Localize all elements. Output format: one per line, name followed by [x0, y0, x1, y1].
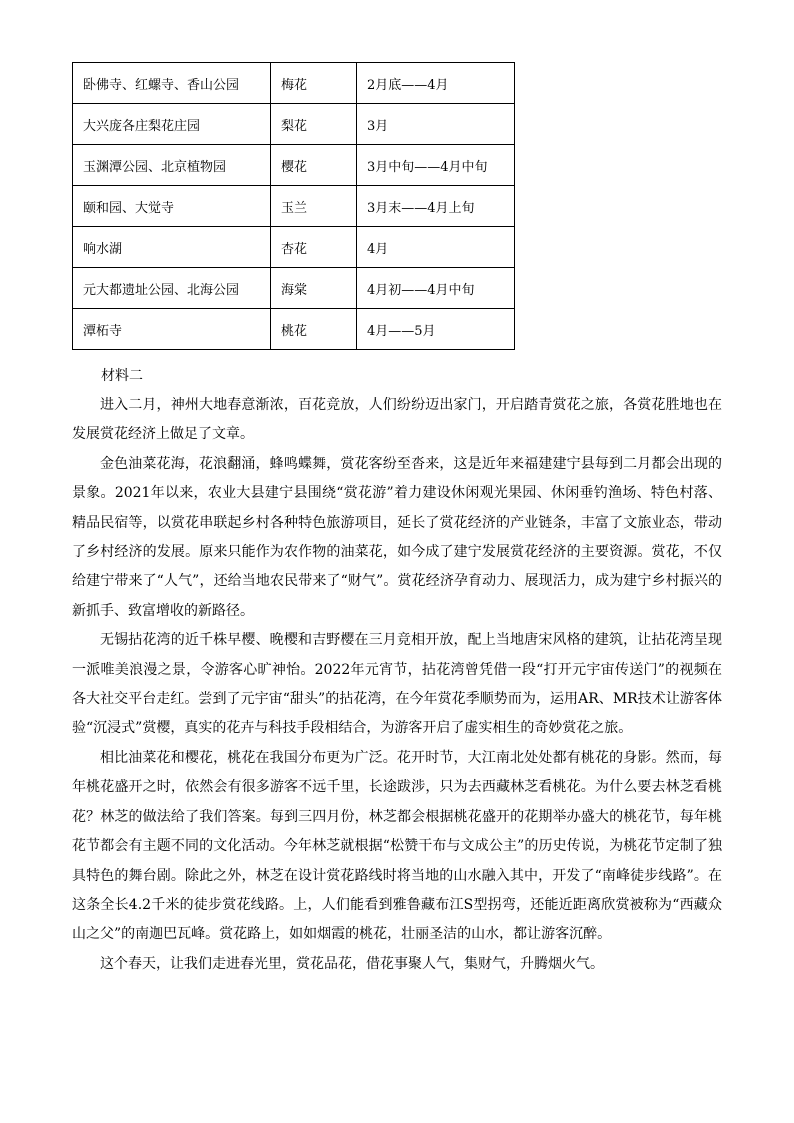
table-cell-location: 元大都遗址公园、北海公园: [73, 268, 271, 309]
paragraph: 进入二月，神州大地春意渐浓，百花竞放，人们纷纷迈出家门，开启踏青赏花之旅，各赏花胜地也在发展赏花经济上做足了文章。: [72, 397, 722, 443]
table-cell-period: 2月底——4月: [357, 63, 515, 104]
material-two-heading: 材料二: [101, 368, 143, 384]
table-cell-location: 颐和园、大觉寺: [73, 186, 271, 227]
table-cell-period: 4月初——4月中旬: [357, 268, 515, 309]
table-row: [73, 104, 515, 145]
table-cell-location: 潭柘寺: [73, 309, 271, 350]
paragraph: 这个春天，让我们走进春光里，赏花品花，借花事聚人气，集财气，升腾烟火气。: [100, 955, 604, 972]
table-cell-period: 4月: [357, 227, 515, 268]
table-row: [73, 145, 515, 186]
table-cell-flower: 樱花: [271, 145, 357, 186]
table-cell-period: 4月——5月: [357, 309, 515, 350]
table-cell-location: 玉渊潭公园、北京植物园: [73, 145, 271, 186]
table-cell-flower: 玉兰: [271, 186, 357, 227]
table-cell-flower: 海棠: [271, 268, 357, 309]
table-row: [73, 227, 515, 268]
table-cell-location: 大兴庞各庄梨花庄园: [73, 104, 271, 145]
table-cell-flower: 梅花: [271, 63, 357, 104]
table-row: [73, 186, 515, 227]
table-cell-period: 3月: [357, 104, 515, 145]
table-cell-flower: 杏花: [271, 227, 357, 268]
paragraph: 相比油菜花和樱花，桃花在我国分布更为广泛。花开时节，大江南北处处都有桃花的身影。然而，每年桃花盛开之时，依然会有很多游客不远千里，长途跋涉，只为去西藏林芝看桃花。为什么要去林芝看桃花？林芝的做法给了我们答案。每到三四月份，林芝都会根据桃花盛开的花期举办盛大的桃花节，每年桃花节都会有主题不同的文化活动。今年林芝就根据“松赞干布与文成公主”的历史传说，为桃花节定制了独具特色的舞台剧。除此之外，林芝在设计赏花路线时将当地的山水融入其中，开发了“南峰徒步线路”。在这条全长4.2千米的徒步赏花线路。上，人们能看到雅鲁藏布江S型拐弯，还能近距离欣赏被称为“西藏众山之父”的南迦巴瓦峰。赏花路上，如如烟霞的桃花，壮丽圣洁的山水，都让游客沉醉。: [72, 749, 722, 943]
table-row: [73, 268, 515, 309]
table-cell-period: 3月末——4月上旬: [357, 186, 515, 227]
flower-viewing-table: [72, 62, 515, 350]
paragraph: 金色油菜花海，花浪翻涌，蜂鸣蝶舞，赏花客纷至沓来，这是近年来福建建宁县每到二月都会出现的景象。2021年以来，农业大县建宁县围绕“赏花游”着力建设休闲观光果园、休闲垂钓渔场、特色村落、精品民宿等，以赏花串联起乡村各种特色旅游项目，延长了赏花经济的产业链条，丰富了文旅业态，带动了乡村经济的发展。原来只能作为农作物的油菜花，如今成了建宁发展赏花经济的主要资源。赏花，不仅给建宁带来了“人气”，还给当地农民带来了“财气”。赏花经济孕育动力、展现活力，成为建宁乡村振兴的新抓手、致富增收的新路径。: [72, 455, 722, 619]
paragraph: 无锡拈花湾的近千株早樱、晚樱和吉野樱在三月竞相开放，配上当地唐宋风格的建筑，让拈花湾呈现一派唯美浪漫之景，令游客心旷神怡。2022年元宵节，拈花湾曾凭借一段“打开元宇宙传送门”的视频在各大社交平台走红。尝到了元宇宙“甜头”的拈花湾，在今年赏花季顺势而为，运用AR、MR技术让游客体验“沉浸式”赏樱，真实的花卉与科技手段相结合，为游客开启了虚实相生的奇妙赏花之旅。: [72, 632, 722, 737]
table-cell-location: 卧佛寺、红螺寺、香山公园: [73, 63, 271, 104]
material-two-body: [72, 391, 722, 979]
table-row: [73, 309, 515, 350]
table-body: [73, 63, 515, 350]
table-cell-location: 响水湖: [73, 227, 271, 268]
table-cell-flower: 桃花: [271, 309, 357, 350]
table-row: [73, 63, 515, 104]
table-cell-period: 3月中旬——4月中旬: [357, 145, 515, 186]
table-cell-flower: 梨花: [271, 104, 357, 145]
